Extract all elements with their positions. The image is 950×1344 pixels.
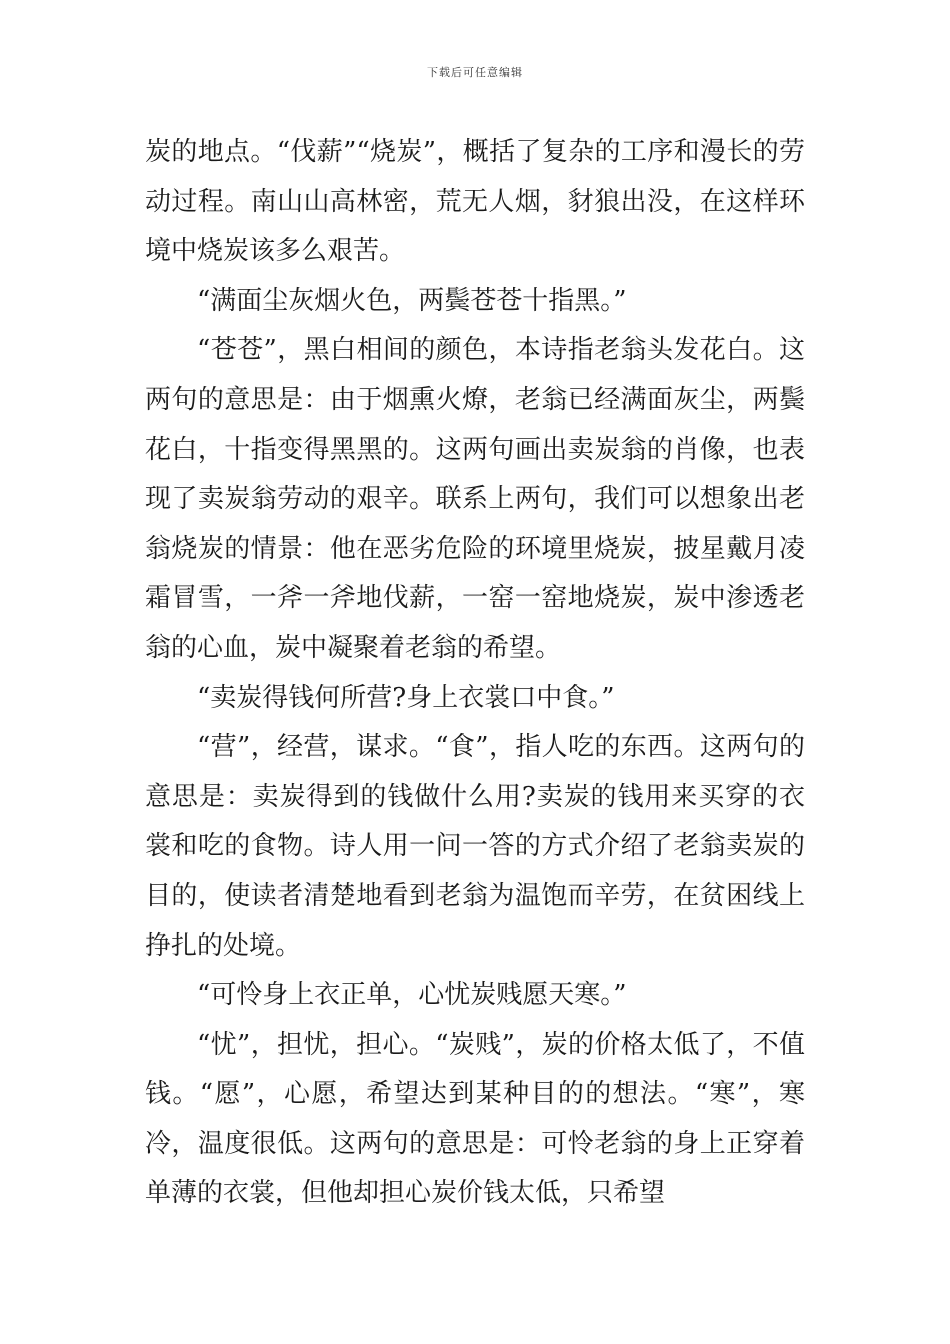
paragraph-6-quote: “可怜身上衣正单，心忧炭贱愿天寒。” [197,980,627,1011]
document-body [145,128,805,1219]
paragraph-1: 炭的地点。“伐薪”“烧炭”，概括了复杂的工序和漫长的劳动过程。南山山高林密，荒无人烟，豺狼出没，在这样环境中烧炭该多么艰苦。 [145,137,805,267]
paragraph-3: “苍苍”，黑白相间的颜色，本诗指老翁头发花白。这两句的意思是：由于烟熏火燎，老翁已经满面灰尘，两鬓花白，十指变得黑黑的。这两句画出卖炭翁的肖像，也表现了卖炭翁劳动的艰辛。联系上两句，我们可以想象出老翁烧炭的情景：他在恶劣危险的环境里烧炭，披星戴月凌霜冒雪，一斧一斧地伐薪，一窑一窑地烧炭，炭中渗透老翁的心血，炭中凝聚着老翁的希望。 [145,335,805,663]
paragraph-2-quote: “满面尘灰烟火色，两鬓苍苍十指黑。” [197,285,627,316]
paragraph-7: “忧”，担忧，担心。“炭贱”，炭的价格太低了，不值钱。“愿”，心愿，希望达到某种目的的想法。“寒”，寒冷，温度很低。这两句的意思是：可怜老翁的身上正穿着单薄的衣裳，但他却担心炭价钱太低，只希望 [145,1029,805,1209]
page-header: 下载后可任意编辑 [427,66,523,79]
paragraph-5: “营”，经营，谋求。“食”，指人吃的东西。这两句的意思是：卖炭得到的钱做什么用?卖炭的钱用来买穿的衣裳和吃的食物。诗人用一问一答的方式介绍了老翁卖炭的目的，使读者清楚地看到老翁为温饱而辛劳，在贫困线上挣扎的处境。 [145,732,805,961]
paragraph-4-quote: “卖炭得钱何所营?身上衣裳口中食。” [197,682,615,713]
